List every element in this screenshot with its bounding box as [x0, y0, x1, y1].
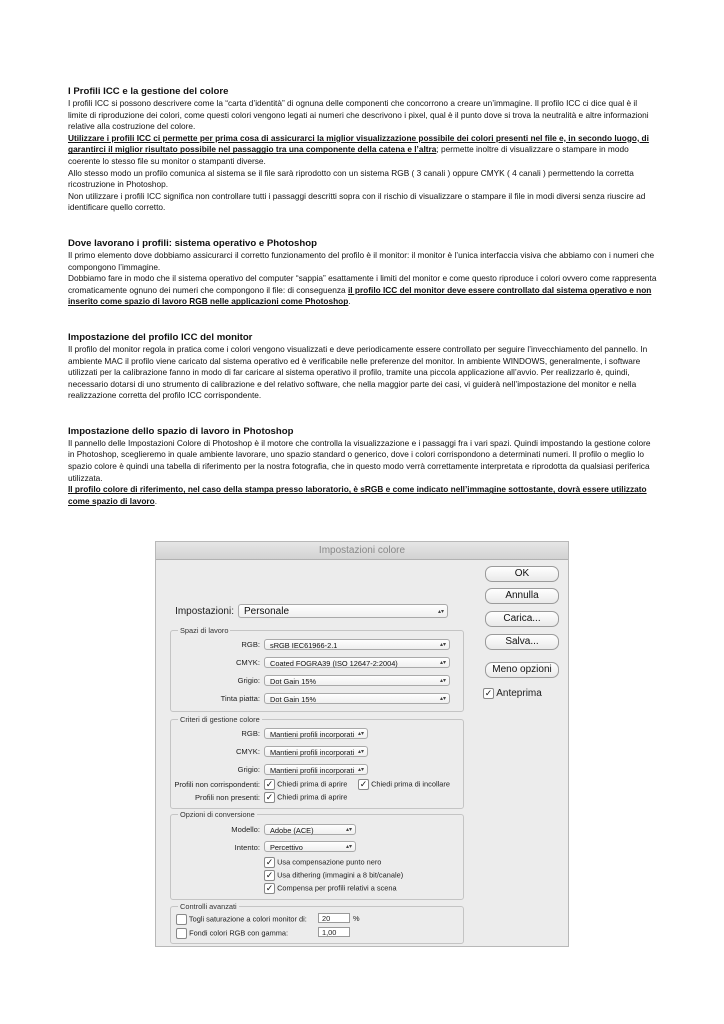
missing-label: Profili non presenti: — [194, 793, 260, 802]
section-icc-profiles — [68, 86, 658, 214]
updown-arrow-icon: ▴▾ — [439, 642, 446, 648]
document-body — [68, 86, 658, 531]
cmyk-working-space-select[interactable] — [264, 657, 450, 668]
select-value: Dot Gain 15% — [270, 695, 317, 704]
paragraph: Non utilizzare i profili ICC significa non controllare tutti i passaggi descritti sopra con il rischio di visualizzare o stampare il file in modi diversi senza riuscire ad identificare quello corretto. — [68, 190, 646, 213]
option-label: Usa compensazione punto nero — [277, 857, 382, 867]
updown-arrow-icon: ▴▾ — [439, 696, 446, 702]
compensate-option[interactable] — [264, 883, 397, 894]
spot-working-space-select[interactable] — [264, 693, 450, 704]
select-value: Mantieni profili incorporati — [270, 766, 355, 775]
section-monitor-profile — [68, 332, 658, 402]
bpc-option[interactable] — [264, 857, 381, 868]
ask-open-missing-checkbox[interactable]: ✓ — [265, 792, 274, 802]
intent-label: Intento: — [234, 843, 260, 852]
ask-open-option[interactable] — [264, 779, 347, 790]
section-title: Dove lavorano i profili: sistema operativo e Photoshop — [68, 237, 317, 249]
gray-policy-select[interactable] — [264, 764, 368, 775]
gray-policy-label: Grigio: — [237, 765, 260, 774]
blend-gamma-checkbox[interactable] — [176, 928, 187, 939]
blend-gamma-option[interactable] — [176, 928, 288, 939]
paragraph: I profili ICC si possono descrivere come la “carta d’identità” di ognuna delle componenti che concorrono a creare un’immagine. Il profilo ICC ci dice qual è il limite di riproduzione dei colori, come questi colori vengono legati ai numeri che descrivono i pixel, qual è il punto dove si trova la neutralità e altre informazioni relative alla costruzione del colore. — [68, 98, 649, 132]
paragraph-text: . — [348, 296, 351, 307]
paragraph — [68, 484, 658, 507]
select-value: Coated FOGRA39 (ISO 12647-2:2004) — [270, 659, 398, 668]
ask-paste-checkbox[interactable]: ✓ — [359, 779, 368, 789]
mismatch-label: Profili non corrispondenti: — [174, 780, 260, 789]
rgb-label: RGB: — [241, 640, 260, 649]
section-title: I Profili ICC e la gestione del colore — [68, 86, 229, 97]
updown-arrow-icon: ▴▾ — [439, 678, 446, 684]
dither-option[interactable] — [264, 870, 403, 881]
group-title: Criteri di gestione colore — [180, 715, 260, 724]
settings-label: Impostazioni: — [175, 606, 234, 617]
settings-select[interactable] — [238, 604, 448, 618]
underlined-text: il profilo ICC del monitor deve essere controllato dal sistema operativo e non inserito come spazio di lavoro RGB nelle applicazioni come Photoshop — [68, 284, 652, 307]
ok-button[interactable]: OK — [485, 566, 559, 582]
paragraph — [68, 273, 658, 308]
select-value: Percettivo — [270, 843, 303, 852]
dither-checkbox[interactable]: ✓ — [265, 870, 274, 880]
updown-arrow-icon: ▴▾ — [357, 749, 364, 755]
underlined-text: Utilizzare i profili ICC ci permette per prima cosa di assicurarci la miglior visualizzazione possibile dei colori presenti nel file e, in secondo luogo, di garantirci il miglior risultato possibile nel passaggio tra una componente della catena e l’altra — [68, 132, 649, 155]
settings-value: Personale — [244, 606, 290, 617]
select-value: Dot Gain 15% — [270, 677, 317, 686]
fewer-options-button[interactable]: Meno opzioni — [485, 662, 559, 678]
group-title: Spazi di lavoro — [180, 626, 229, 635]
section-title: Impostazione dello spazio di lavoro in Photoshop — [68, 425, 294, 437]
intent-select[interactable] — [264, 841, 356, 852]
dialog-title: Impostazioni colore — [156, 542, 568, 560]
load-button[interactable]: Carica... — [485, 611, 559, 627]
paragraph-text: . — [154, 495, 157, 506]
updown-arrow-icon: ▴▾ — [345, 844, 352, 850]
section-where-profiles-work — [68, 238, 658, 308]
engine-label: Modello: — [231, 825, 260, 834]
cmyk-label: CMYK: — [235, 658, 260, 667]
desaturate-input[interactable]: 20 — [318, 913, 350, 923]
paragraph: Il profilo del monitor regola in pratica come i colori vengono visualizzati e deve periodicamente essere controllato per seguire l’invecchiamento del pannello. In ambiente MAC il profilo viene caricato dal sistema operativo ed è verificabile nelle preferenze del monitor. In ambiente WINDOWS, generalmente, i software utilizzati per la calibrazione fanno in modo di far caricare al sistema operativo il profilo, tramite una piccola applicazione all’avvio. Per realizzarlo è, quindi, necessario dotarsi di uno strumento di calibrazione e del relativo software, che nella maggior parte dei casi, vi guiderà nell’impostazione del monitor e nella realizzazione corretta del profilo ICC corrispondente. — [68, 343, 648, 401]
preview-label: Anteprima — [496, 688, 542, 700]
desaturate-option[interactable] — [176, 914, 307, 925]
updown-arrow-icon: ▴▾ — [439, 660, 446, 666]
spot-label: Tinta piatta: — [220, 694, 260, 703]
engine-select[interactable] — [264, 824, 356, 835]
section-title: Impostazione del profilo ICC del monitor — [68, 331, 253, 343]
group-title: Controlli avanzati — [180, 902, 237, 911]
select-value: sRGB IEC61966-2.1 — [270, 641, 338, 650]
preview-checkbox[interactable]: ✓ — [484, 688, 493, 698]
cmyk-policy-label: CMYK: — [235, 747, 260, 756]
ask-paste-option[interactable] — [358, 779, 450, 790]
select-value: Mantieni profili incorporati — [270, 730, 355, 739]
cmyk-policy-select[interactable] — [264, 746, 368, 757]
desaturate-checkbox[interactable] — [176, 914, 187, 925]
compensate-checkbox[interactable]: ✓ — [265, 883, 274, 893]
ask-open-missing-option[interactable] — [264, 792, 347, 803]
paragraph: Il primo elemento dove dobbiamo assicurarci il corretto funzionamento del profilo è il monitor: il monitor è l’unica interfaccia visiva che abbiamo con i numeri che compongono l’immagine. — [68, 249, 655, 272]
option-label: Chiedi prima di aprire — [277, 779, 348, 789]
select-value: Adobe (ACE) — [270, 826, 314, 835]
ask-open-checkbox[interactable]: ✓ — [265, 779, 274, 789]
paragraph — [68, 133, 658, 168]
select-value: Mantieni profili incorporati — [270, 748, 355, 757]
paragraph: Il pannello delle Impostazioni Colore di Photoshop è il motore che controlla la visualizzazione e i passaggi fra i vari spazi. Quindi impostando la gestione colore in Photoshop, sceglieremo in quale ambiente lavorare, uno spazio standard o generico, dove i colori corrispondono a determinati numeri. Il profilo o meglio lo spazio colore è quindi una tabella di riferimento per la nostra fotografia, che in questo modo verrà correttamente interpretata e riprodotta da qualsiasi periferica utilizzata. — [68, 437, 651, 483]
blend-gamma-input[interactable]: 1,00 — [318, 927, 350, 937]
percent-unit: % — [353, 914, 360, 923]
paragraph: Allo stesso modo un profilo comunica al sistema se il file sarà riprodotto con un sistema RGB ( 3 canali ) oppure CMYK ( 4 canali ) permettendo la corretta ricostruzione in Photoshop. — [68, 167, 634, 190]
option-label: Fondi colori RGB con gamma: — [189, 928, 289, 938]
color-settings-dialog — [155, 541, 569, 947]
option-label: Chiedi prima di aprire — [277, 792, 348, 802]
paragraph-text: Dobbiamo fare in modo che il sistema operativo del computer “sappia” esattamente i limiti del monitor e come questo riproduce i colori ovvero come rappresenta cromaticamente ognuno dei numeri che compongono il file: di conseguenza — [68, 273, 657, 295]
updown-arrow-icon: ▴▾ — [357, 767, 364, 773]
rgb-working-space-select[interactable] — [264, 639, 450, 650]
underlined-text: Il profilo colore di riferimento, nel caso della stampa presso laboratorio, è sRGB e come indicato nell’immagine sottostante, dovrà essere utilizzato come spazio di lavoro — [68, 484, 647, 506]
bpc-checkbox[interactable]: ✓ — [265, 857, 274, 867]
option-label: Chiedi prima di incollare — [371, 779, 450, 789]
rgb-policy-label: RGB: — [241, 729, 260, 738]
updown-arrow-icon: ▴▾ — [345, 827, 352, 833]
option-label: Usa dithering (immagini a 8 bit/canale) — [277, 870, 404, 880]
paragraph-text: ; permette inoltre di visualizzare o stampare in modo coerente lo stesso file su monitor o stampanti diverse. — [68, 144, 629, 166]
section-working-space — [68, 426, 658, 508]
option-label: Compensa per profili relativi a scena — [277, 883, 397, 893]
option-label: Togli saturazione a colori monitor di: — [188, 914, 307, 924]
gray-label: Grigio: — [237, 676, 260, 685]
save-button[interactable]: Salva... — [485, 634, 559, 650]
cancel-button[interactable]: Annulla — [485, 588, 559, 604]
updown-arrow-icon: ▴▾ — [437, 609, 444, 615]
updown-arrow-icon: ▴▾ — [357, 731, 364, 737]
rgb-policy-select[interactable] — [264, 728, 368, 739]
preview-option[interactable] — [483, 688, 542, 699]
gray-working-space-select[interactable] — [264, 675, 450, 686]
group-title: Opzioni di conversione — [180, 810, 255, 819]
